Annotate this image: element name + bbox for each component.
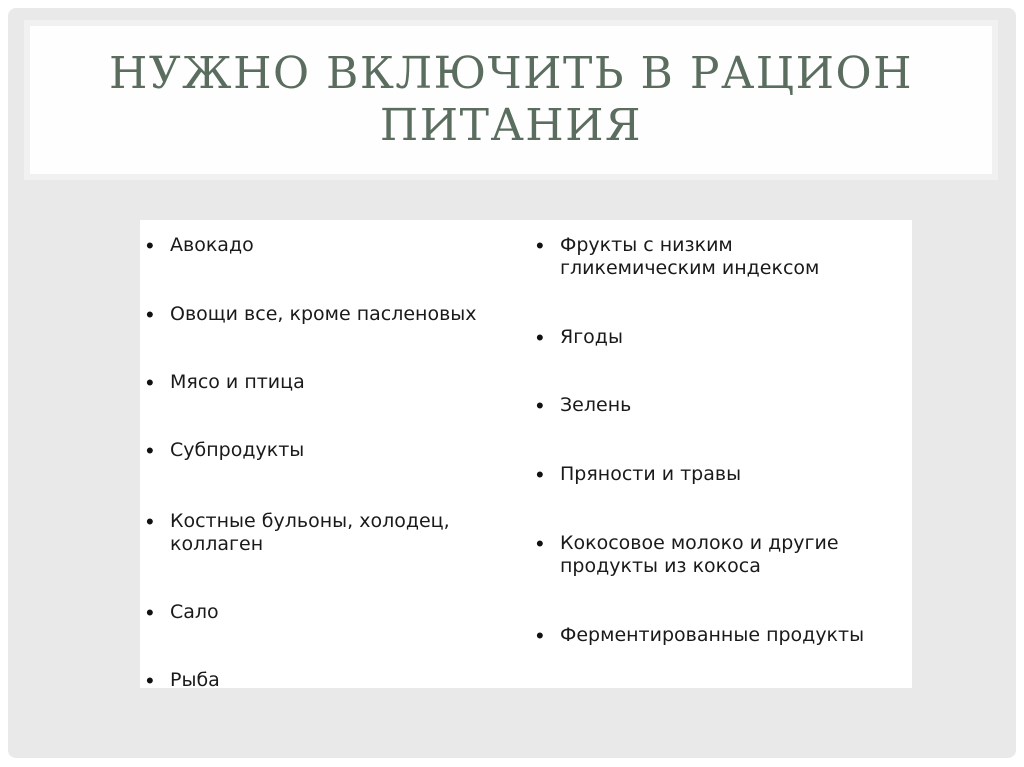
list-item <box>530 463 912 486</box>
list-item-text: Рыба <box>170 669 220 691</box>
slide <box>8 8 1016 758</box>
list-item <box>140 234 530 257</box>
bullet-icon: • <box>536 623 544 648</box>
bullet-icon: • <box>146 302 154 327</box>
bullet-icon: • <box>536 393 544 418</box>
list-item <box>140 303 530 326</box>
bullet-icon: • <box>146 600 154 625</box>
bullet-icon: • <box>536 531 544 556</box>
list-item <box>140 371 530 394</box>
list-item-text: Зелень <box>560 394 632 416</box>
list-item <box>530 532 912 578</box>
list-item-text: Субпродукты <box>170 439 305 461</box>
bullet-icon: • <box>536 325 544 350</box>
title-box <box>30 26 992 174</box>
bullet-icon: • <box>146 668 154 693</box>
list-item <box>530 624 912 647</box>
bullet-icon: • <box>146 370 154 395</box>
list-item-text: Мясо и птица <box>170 371 305 393</box>
bullet-icon: • <box>146 233 154 258</box>
list-item <box>140 601 530 624</box>
bullet-icon: • <box>536 233 544 258</box>
list-item-text: Овощи все, кроме пасленовых <box>170 303 477 325</box>
bullet-icon: • <box>146 438 154 463</box>
list-item <box>140 669 530 692</box>
list-item <box>530 234 912 280</box>
list-item-text: Костные бульоны, холодец, коллаген <box>170 510 450 555</box>
list-item-text: Авокадо <box>170 234 254 256</box>
list-item <box>530 394 912 417</box>
list-item-text: Кокосовое молоко и другие продукты из кокоса <box>560 532 839 577</box>
list-item <box>140 439 530 462</box>
list-item <box>530 326 912 349</box>
food-list-panel <box>140 220 912 693</box>
list-item-text: Ягоды <box>560 326 623 348</box>
bullet-icon: • <box>536 462 544 487</box>
list-item-text: Ферментированные продукты <box>560 624 865 646</box>
bullet-icon: • <box>146 509 154 534</box>
list-item-text: Сало <box>170 601 219 623</box>
slide-title: НУЖНО ВКЛЮЧИТЬ В РАЦИОН ПИТАНИЯ <box>109 48 913 151</box>
list-item <box>140 510 530 556</box>
list-item-text: Фрукты с низким гликемическим индексом <box>560 234 820 279</box>
list-item-text: Пряности и травы <box>560 463 742 485</box>
